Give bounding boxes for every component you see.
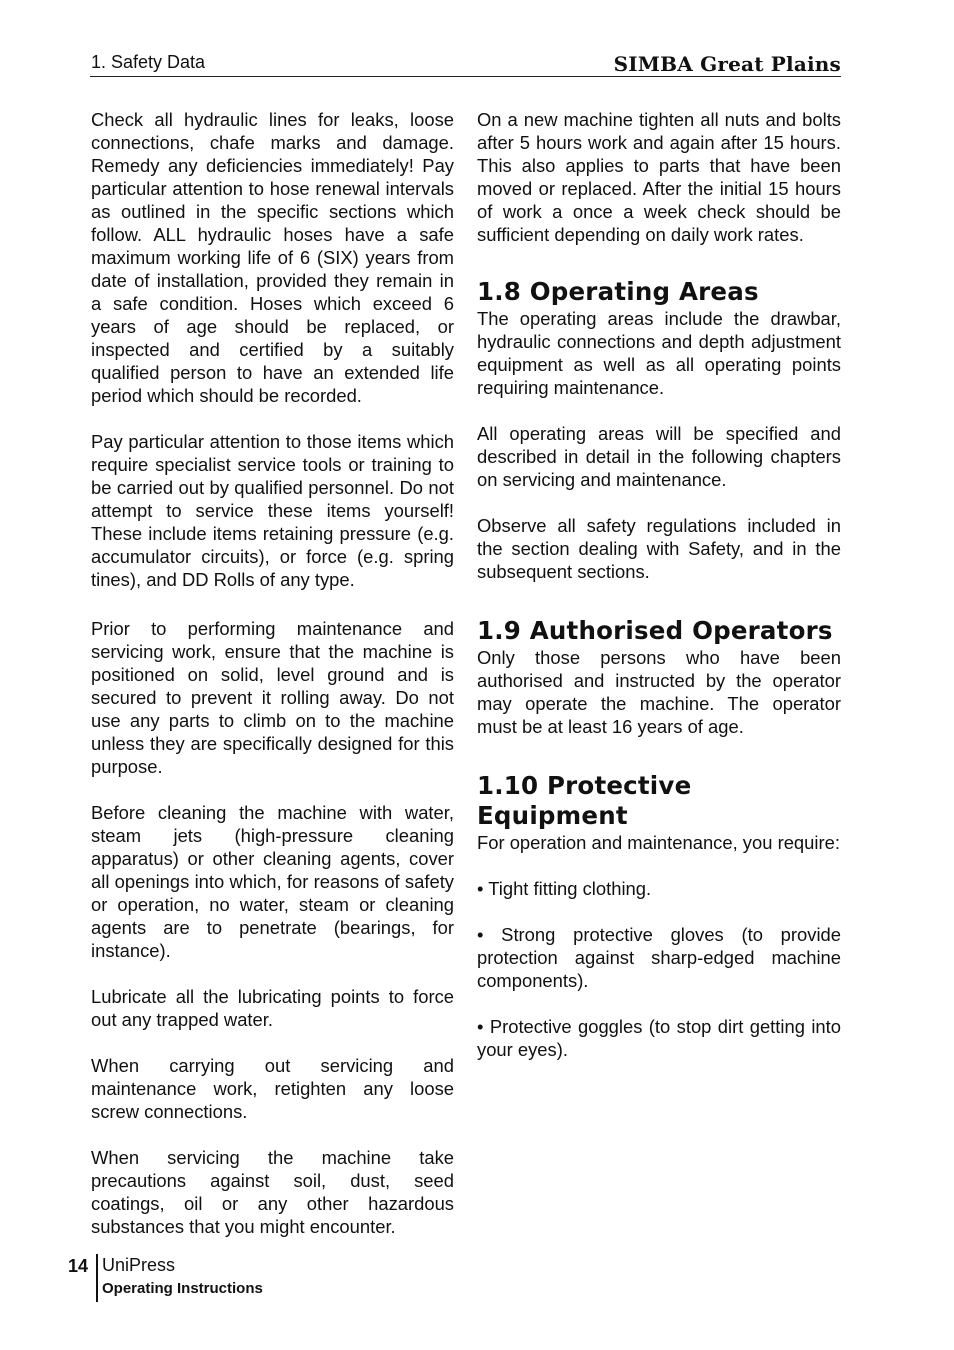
paragraph-operating-areas-1: The operating areas include the drawbar, hydraulic connections and depth adjustment equipment as well as all operating points requiring maintenance. xyxy=(477,308,841,398)
paragraph-precautions: When servicing the machine take precautions against soil, dust, seed coatings, oil or any other hazardous substances that you might encounter. xyxy=(91,1147,454,1237)
left-column xyxy=(91,108,454,1238)
paragraph-operating-areas-3: Observe all safety regulations included in the section dealing with Safety, and in the subsequent sections. xyxy=(477,515,841,582)
footer-product-name: UniPress xyxy=(102,1255,176,1275)
heading-authorised-operators: 1.9 Authorised Operators xyxy=(477,616,833,645)
footer-subtitle: Operating Instructions xyxy=(102,1280,263,1297)
paragraph-lubricate: Lubricate all the lubricating points to force out any trapped water. xyxy=(91,986,454,1030)
page-header xyxy=(90,50,841,77)
paragraph-specialist-items: Pay particular attention to those items which require specialist service tools or training to be carried out by qualified personnel. Do not attempt to service these items yourself! These include items retaining pressure (e.g. accumulator circuits), or force (e.g. spring tines), and DD Rolls of any type. xyxy=(91,431,454,590)
section-label: 1. Safety Data xyxy=(91,52,206,72)
paragraph-new-machine: On a new machine tighten all nuts and bolts after 5 hours work and again after 15 hours. This also applies to parts that have been moved or replaced. After the initial 15 hours of work a once a week check should be sufficient depending on daily work rates. xyxy=(477,109,841,245)
page-number: 14 xyxy=(68,1256,89,1276)
footer-divider xyxy=(96,1254,98,1302)
heading-protective-equipment-line2: Equipment xyxy=(477,801,628,830)
paragraph-retighten: When carrying out servicing and maintenance work, retighten any loose screw connections. xyxy=(91,1055,454,1122)
paragraph-protective-intro: For operation and maintenance, you require: xyxy=(477,832,840,853)
heading-protective-equipment xyxy=(477,771,841,831)
heading-operating-areas: 1.8 Operating Areas xyxy=(477,277,759,306)
paragraph-prior-maintenance: Prior to performing maintenance and servicing work, ensure that the machine is positioned on solid, level ground and is secured to prevent it rolling away. Do not use any parts to climb on to the machine unless they are specifically designed for this purpose. xyxy=(91,618,454,777)
list-item-clothing: • Tight fitting clothing. xyxy=(477,878,652,899)
paragraph-operating-areas-2: All operating areas will be specified and described in detail in the following chapters on servicing and maintenance. xyxy=(477,423,841,490)
paragraph-authorised-operators: Only those persons who have been authorised and instructed by the operator may operate the machine. The operator must be at least 16 years of age. xyxy=(477,647,841,737)
list-item-gloves: • Strong protective gloves (to provide protection against sharp-edged machine components). xyxy=(477,924,841,991)
brand-logo-text: SIMBA Great Plains xyxy=(613,52,841,76)
paragraph-hydraulic-lines: Check all hydraulic lines for leaks, loose connections, chafe marks and damage. Remedy any deficiencies immediately! Pay particular attention to hose renewal intervals as outlined in the specific sections which follow. ALL hydraulic hoses have a safe maximum working life of 6 (SIX) years from date of installation, provided they remain in a safe condition. Hoses which exceed 6 years of age should be replaced, or inspected and certified by a suitably qualified person to have an extended life period which should be recorded. xyxy=(91,109,454,406)
right-column xyxy=(477,108,841,1061)
list-item-goggles: • Protective goggles (to stop dirt getting into your eyes). xyxy=(477,1016,841,1060)
paragraph-cleaning: Before cleaning the machine with water, steam jets (high-pressure cleaning apparatus) or other cleaning agents, cover all openings into which, for reasons of safety or operation, no water, steam or cleaning agents are to penetrate (bearings, for instance). xyxy=(91,802,454,961)
heading-protective-equipment-line1: 1.10 Protective xyxy=(477,771,692,800)
